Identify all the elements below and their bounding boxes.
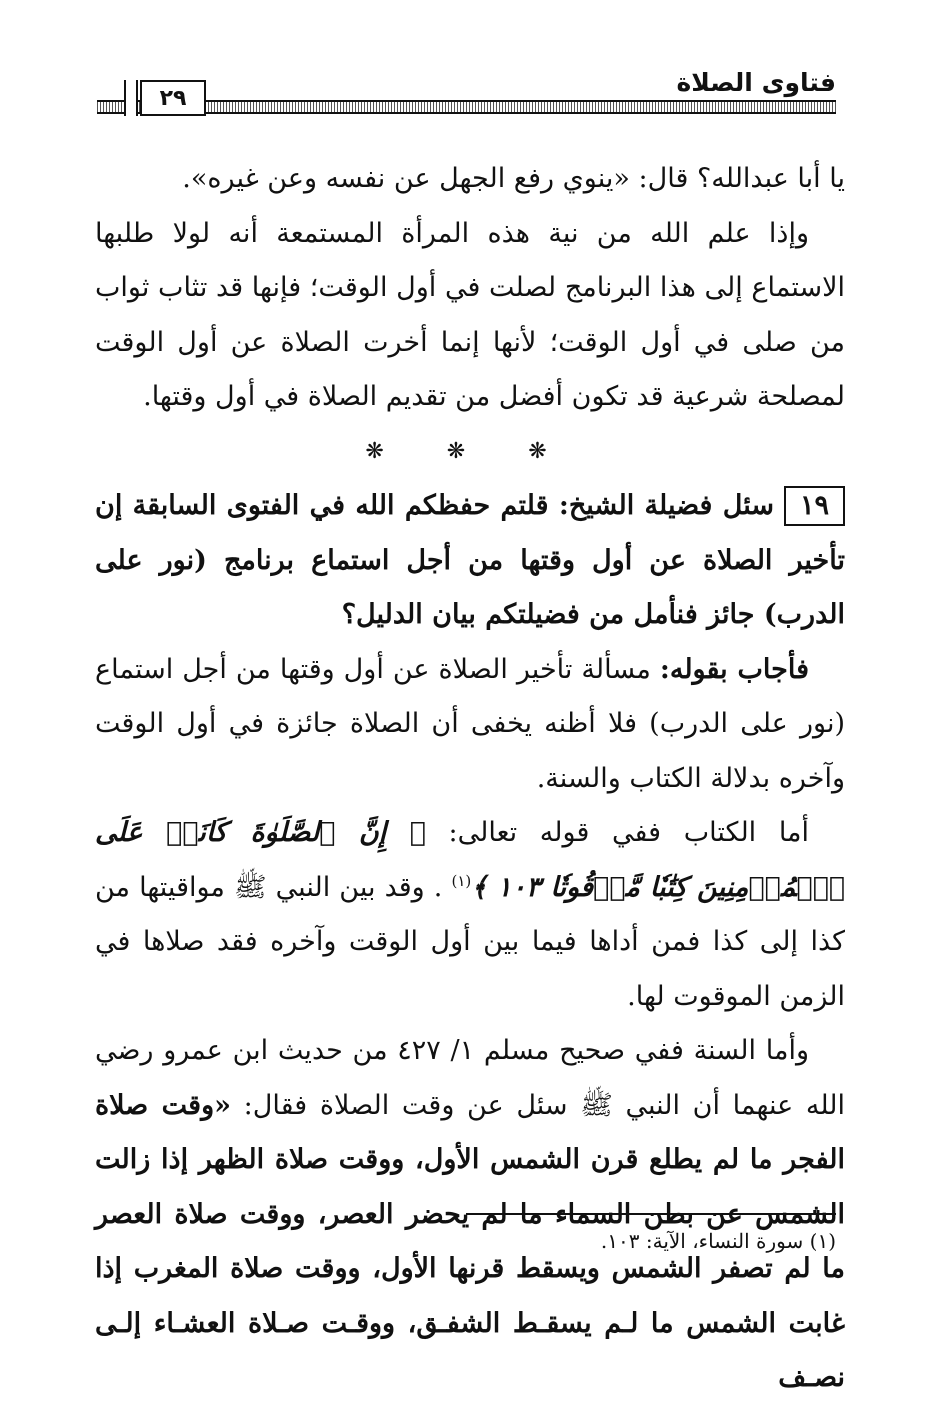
- answer-lead: فأجاب بقوله:: [659, 653, 809, 685]
- kitab-text: . وقد بين النبي ﷺ مواقيتها من كذا إلى كذا فمن أداها فيما بين أول الوقت وآخره فقد صلاها في الزمن الموقوت لها.: [95, 871, 845, 1012]
- sunna-intro: وأما السنة ففي صحيح مسلم ١/ ٤٢٧ من حديث ابن عمرو رضي الله عنهما أن النبي ﷺ سئل عن وقت الصلاة فقال:: [95, 1035, 846, 1121]
- question-number-box: ١٩: [784, 486, 845, 526]
- body-text: [95, 152, 845, 1406]
- kitab-paragraph: [95, 806, 845, 1024]
- paragraph-2: وإذا علم الله من نية هذه المرأة المستمعة أنه لولا طلبها الاستماع إلى هذا البرنامج لصلت في أول الوقت؛ فإنها قد تثاب ثواب من صلى في أول الوقت؛ لأنها إنما أخرت الصلاة عن أول الوقت لمصلحة شرعية قد تكون أفضل من تقديم الصلاة في أول وقتها.: [95, 217, 845, 412]
- header-rule: [97, 100, 836, 114]
- footnote-reference: (١): [451, 871, 472, 890]
- section-separator: ❋ ❋ ❋: [365, 438, 575, 464]
- answer-text: مسألة تأخير الصلاة عن أول وقتها من أجل استماع (نور على الدرب) فلا أظنه يخفى أن الصلاة جائزة في أول الوقت وآخره بدلالة الكتاب والسنة.: [95, 653, 845, 794]
- answer-paragraph: [95, 643, 845, 807]
- footnote-rule: [466, 1213, 836, 1215]
- running-header-title: فتاوى الصلاة: [676, 68, 836, 97]
- paragraph-1: يا أبا عبدالله؟ قال: «ينوي رفع الجهل عن نفسه وعن غيره».: [182, 163, 845, 194]
- quran-verse: ﴿ إِنَّ ٱلصَّلَوٰةَ كَانَتۡ عَلَى ٱلۡمُؤۡمِنِينَ كِتَٰبٗا مَّوۡقُوتٗا ١٠٣ ﴾: [95, 817, 845, 903]
- question-text: سئل فضيلة الشيخ: قلتم حفظكم الله في الفتوى السابقة إن تأخير الصلاة عن أول وقتها من أجل استماع برنامج (نور على الدرب) جائز فنأمل من فضيلتكم بيان الدليل؟: [95, 490, 845, 630]
- footnote: (١) سورة النساء، الآية: ١٠٣.: [600, 1229, 836, 1253]
- hadith-text: «وقت صلاة الفجر ما لم يطلع قرن الشمس الأول، ووقت صلاة الظهر إذا زالت الشمس عن بطن السماء ما لم يحضر العصر، ووقت صلاة العصر ما لم تصفر الشمس ويسقط قرنها الأول، ووقت صلاة المغرب إذا غابت الشمس ما لـم يسقـط الشفـق، ووقـت صـلاة العشـاء إلـى نصـف: [95, 1089, 845, 1393]
- question-paragraph: [95, 479, 845, 643]
- kitab-intro: أما الكتاب ففي قوله تعالى:: [448, 817, 810, 848]
- page-number: ٢٩: [140, 80, 206, 116]
